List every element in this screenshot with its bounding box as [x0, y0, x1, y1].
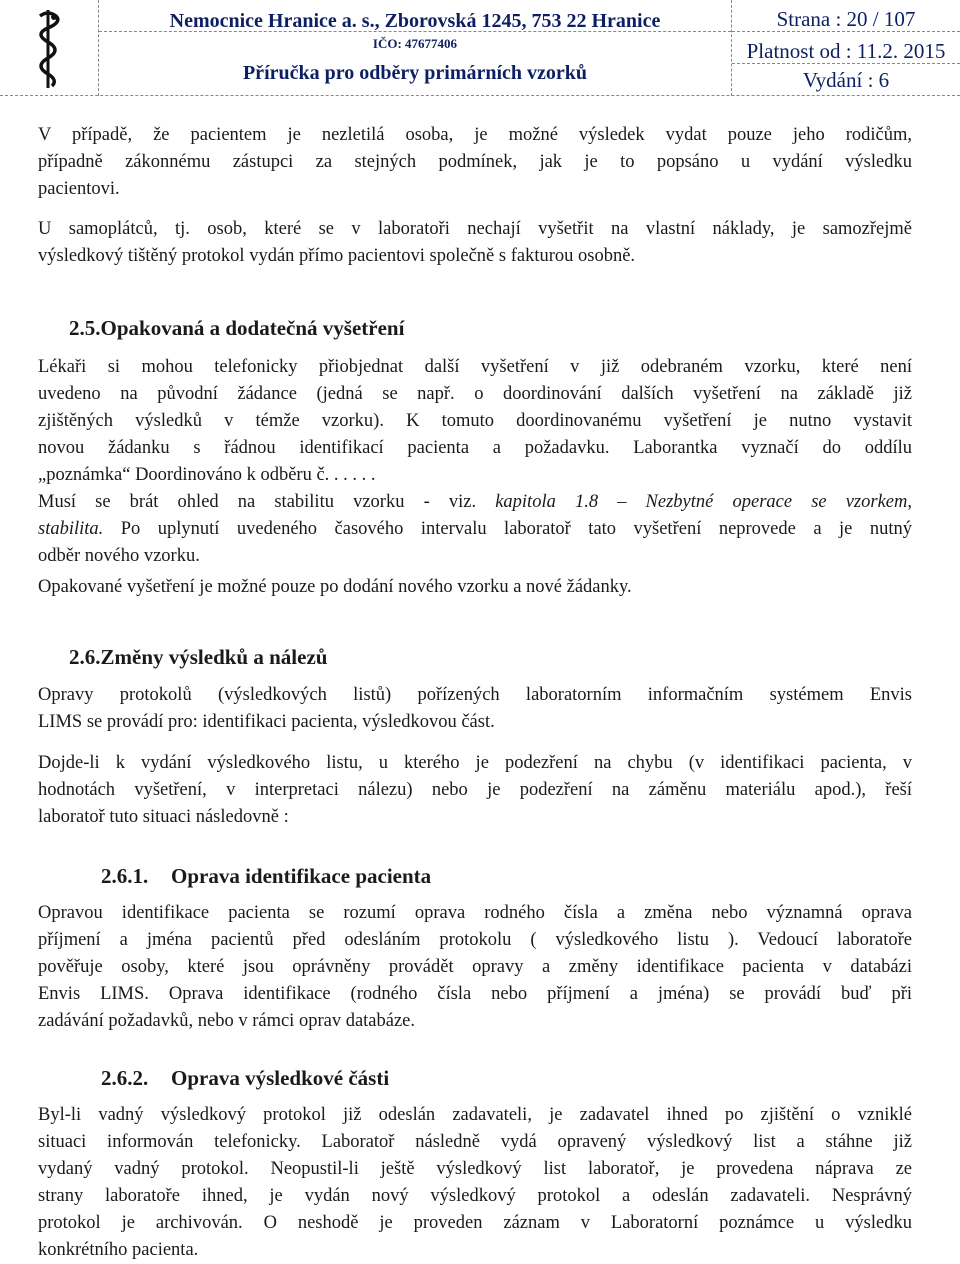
page-number: Strana : 20 / 107	[776, 7, 916, 31]
paragraph-result-fix: Byl-li vadný výsledkový protokol již odeslán zadavateli, je zadavatel ihned po zjištění o vzniklé situaci informován telefonicky. Laboratoř následně vydá opravený výsledkový list a stáhne již vydaný vadný protokol. Neopustil-li ještě výsledkový list laboratoř, je provedena náprava ze strany laboratoře ihned, je vydán nový výsledkový protokol a odeslán zadavateli. Nesprávný protokol je archivován. O neshodě je proveden záznam v Laboratorní poznámce u výsledku konkrétního pacienta.	[38, 1105, 912, 1260]
paragraph-additional-tests: Lékaři si mohou telefonicky přiobjednat další vyšetření v již odebraném vzorku, které není uvedeno na původní žádance (jedná se např. o doordinování dalších vyšetření na základě již zjištěných výsledků v témže vzorku). K tomuto doordinovanému vyšetření je nutno vystavit novou žádanku s řádnou identifikací pacienta a požadavku. Laborantka vyznačí do oddílu „poznámka“ Doordinováno k odběru č. . . . . . Musí se brát ohled na stabilitu vzorku - viz. kapitola 1.8 – Nezbytné operace se vzorkem, stabilita. Po uplynutí uvedeného časového intervalu laboratoř tato vyšetření neprovede a je nutný odběr nového vzorku.	[38, 357, 912, 566]
header-right	[732, 0, 960, 96]
organization-line: Nemocnice Hranice a. s., Zborovská 1245, 753 22 Hranice	[169, 10, 661, 32]
section-heading-2-6-1: 2.6.1. Oprava identifikace pacienta	[101, 864, 432, 888]
paragraph-repeat-tests: Opakované vyšetření je možné pouze po dodání nového vzorku a nové žádanky.	[38, 577, 632, 597]
section-heading-2-6: 2.6.Změny výsledků a nálezů	[69, 645, 328, 669]
divider	[0, 95, 960, 96]
paragraph-identification-fix: Opravou identifikace pacienta se rozumí oprava rodného čísla a změna nebo významná oprava příjmení a jména pacientů před odesláním protokolu ( výsledkového listu ). Vedoucí laboratoře pověřuje osoby, které jsou oprávněny provádět opravy a změny identifikace pacienta v databázi Envis LIMS. Oprava identifikace (rodného čísla nebo příjmení a jména) se provádí buď při zadávání požadavků, nebo v rámci oprav databáze.	[38, 903, 912, 1031]
section-heading-2-6-2: 2.6.2. Oprava výsledkové části	[101, 1066, 390, 1090]
document-header	[0, 0, 960, 96]
ico-line: IČO: 47677406	[372, 36, 458, 51]
divider	[99, 31, 731, 32]
paragraph-protocol-corrections: Opravy protokolů (výsledkových listů) pořízených laboratorním informačním systémem Envis LIMS se provádí pro: identifikaci pacienta, výsledkovou část.	[38, 685, 912, 732]
section-heading-2-5: 2.5.Opakovaná a dodatečná vyšetření	[69, 316, 405, 340]
edition: Vydání : 6	[802, 68, 890, 92]
handbook-title: Příručka pro odběry primárních vzorků	[242, 62, 588, 84]
header-center	[99, 0, 732, 96]
logo	[0, 0, 99, 96]
caduceus-icon	[18, 6, 78, 90]
valid-from: Platnost od : 11.2. 2015	[746, 39, 946, 63]
divider	[732, 63, 960, 64]
paragraph-minor-patient: V případě, že pacientem je nezletilá osoba, je možné výsledek vydat pouze jeho rodičům, případně zákonnému zástupci za stejných podmínek, jak je to popsáno u vydání výsledku pacientovi.	[38, 125, 912, 199]
paragraph-error-handling: Dojde-li k vydání výsledkového listu, u kterého je podezření na chybu (v identifikaci pacienta, v hodnotách vyšetření, v interpretaci nálezu) nebo je podezření na záměnu materiálu apod.), řeší laboratoř tuto situaci následovně :	[38, 753, 912, 827]
divider	[732, 31, 960, 32]
paragraph-self-payers: U samoplátců, tj. osob, které se v laboratoři nechají vyšetřit na vlastní náklady, je samozřejmě výsledkový tištěný protokol vydán přímo pacientovi společně s fakturou osobně.	[38, 219, 912, 266]
